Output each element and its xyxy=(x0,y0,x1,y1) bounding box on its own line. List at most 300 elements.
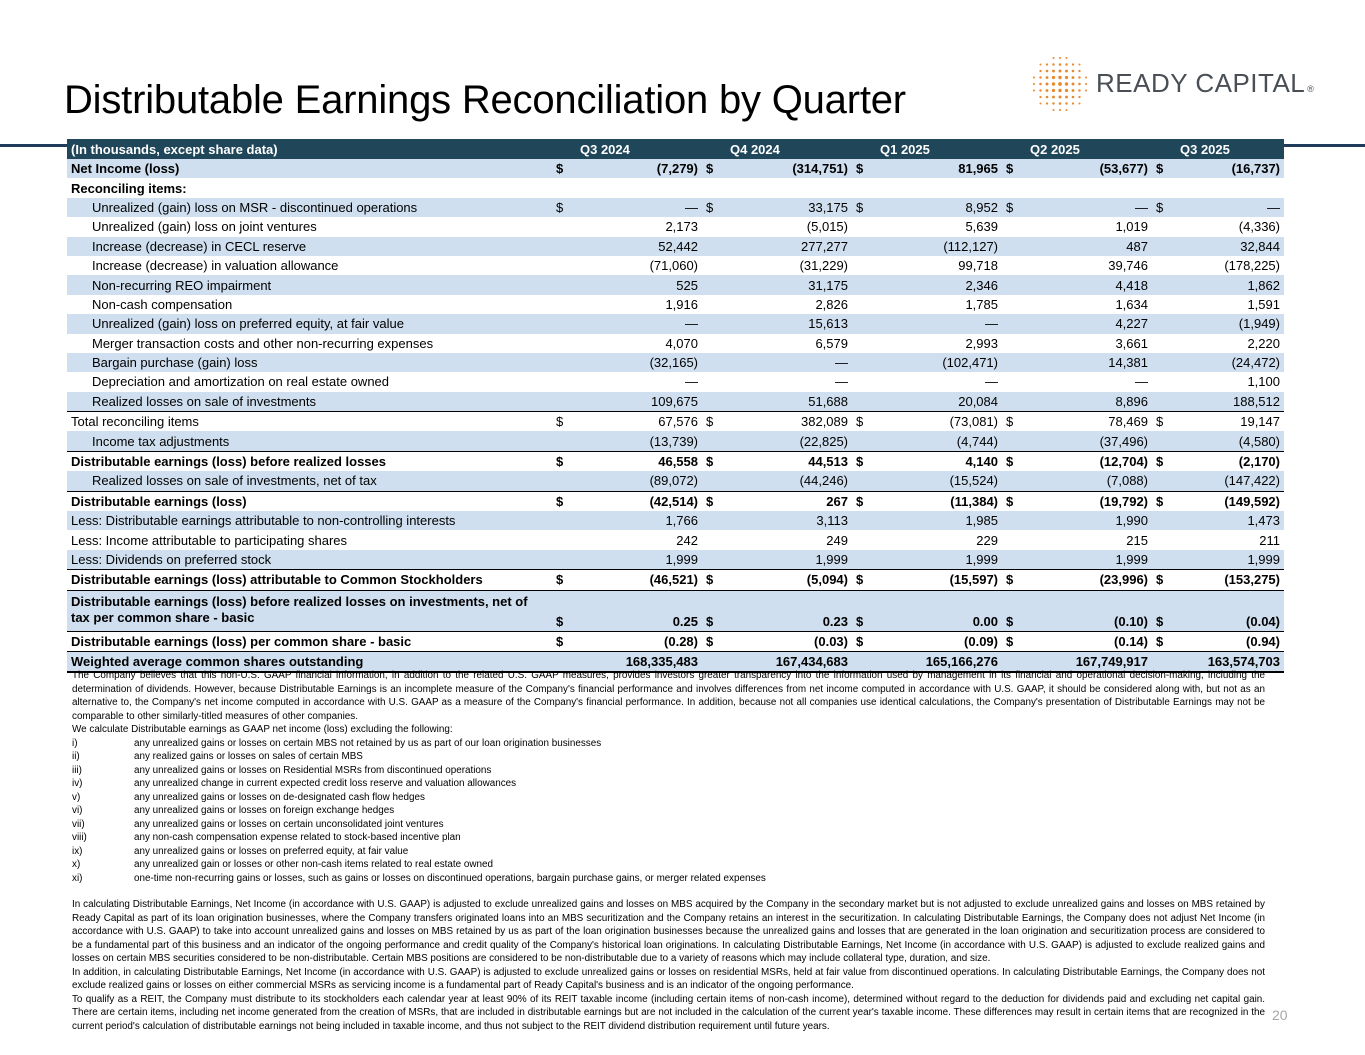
value-cell: 2,346 xyxy=(882,275,1002,294)
value-cell: 78,469 xyxy=(1032,412,1152,432)
list-item-text: any unrealized gains or losses on Residential MSRs from discontinued operations xyxy=(134,764,492,776)
currency-symbol xyxy=(1152,314,1182,333)
currency-symbol xyxy=(552,511,582,530)
value-cell: (5,094) xyxy=(732,570,852,590)
list-item-numeral: iv) xyxy=(72,778,83,789)
value-cell: (19,792) xyxy=(1032,491,1152,511)
logo-dot xyxy=(1085,89,1087,91)
currency-symbol xyxy=(552,392,582,412)
value-cell: 1,634 xyxy=(1115,296,1148,312)
currency-symbol xyxy=(852,295,882,314)
value-cell: 0.00 xyxy=(882,590,1002,631)
value-cell: (4,580) xyxy=(1182,431,1284,451)
value-cell: 229 xyxy=(976,532,998,548)
value-cell: (4,336) xyxy=(1238,219,1280,235)
list-item-numeral: vii) xyxy=(72,818,85,830)
logo-dot xyxy=(1058,76,1061,79)
value-cell: 1,100 xyxy=(1247,374,1280,390)
header-q1-2025: Q1 2025 xyxy=(852,139,1002,159)
header-q2-2025: Q2 2025 xyxy=(1002,139,1152,159)
value-cell: — xyxy=(685,374,698,390)
value-cell: — xyxy=(1182,198,1284,217)
notes-paragraph-3: To qualify as a REIT, the Company must distribute to its stockholders each calendar year at least 90% of its REIT taxable income (including certain items of non-cash income), determined without regard to the deduction for dividends paid and excluding net capital gain. There are certain items, including net income generated from the creation of MSRs, that are included in distributable earnings but are not included in the calculation of the current year's taxable income. These differences may result in certain items that are recognized in the current period's calculation of distributable earnings not being included in taxable income, and thus not subject to the REIT dividend distribution requirement until future years. xyxy=(72,993,1265,1032)
currency-symbol: $ xyxy=(702,159,732,178)
value-cell: 1,766 xyxy=(582,511,702,530)
header-rule-right xyxy=(1283,144,1365,147)
value-cell: — xyxy=(1135,374,1148,390)
table-header-row xyxy=(67,139,1284,159)
value-cell: 167,749,917 xyxy=(1032,651,1152,672)
list-item-text: any unrealized gains or losses on de-designated cash flow hedges xyxy=(134,791,425,803)
table-row xyxy=(67,550,1284,570)
list-item-numeral: viii) xyxy=(72,832,87,843)
logo-dot xyxy=(1078,63,1080,65)
value-cell: (24,472) xyxy=(1182,353,1284,372)
row-label: Less: Dividends on preferred stock xyxy=(67,550,552,570)
currency-symbol: $ xyxy=(852,631,882,651)
value-cell: (0.10) xyxy=(1032,590,1152,631)
currency-symbol xyxy=(1002,295,1032,314)
value-cell: 8,896 xyxy=(1032,392,1152,412)
value-cell: 2,993 xyxy=(965,335,998,351)
value-cell: 14,381 xyxy=(1032,353,1152,372)
value-cell: 1,999 xyxy=(1032,550,1152,570)
row-label: Distributable earnings (loss) before realized losses on investments, net of tax per common share - basic xyxy=(67,590,552,631)
logo-dot xyxy=(1065,102,1067,104)
logo-dot xyxy=(1052,96,1055,99)
value-cell: 4,140 xyxy=(882,451,1002,471)
table-row xyxy=(67,631,1284,651)
currency-symbol xyxy=(1152,353,1182,372)
currency-symbol xyxy=(552,353,582,372)
row-label: Weighted average common shares outstanding xyxy=(67,651,552,672)
logo-dot xyxy=(1078,76,1080,78)
table-row xyxy=(67,451,1284,471)
row-label: Merger transaction costs and other non-recurring expenses xyxy=(92,335,434,351)
value-cell: (23,996) xyxy=(1032,570,1152,590)
value-cell: 5,639 xyxy=(965,219,998,235)
currency-symbol xyxy=(552,372,582,391)
row-label: Increase (decrease) in valuation allowance xyxy=(92,258,339,274)
value-cell: (102,471) xyxy=(882,353,1002,372)
logo-dot xyxy=(1059,109,1061,111)
value-cell: 1,990 xyxy=(1032,511,1152,530)
value-cell: (12,704) xyxy=(1032,451,1152,471)
logo-dot xyxy=(1058,89,1061,92)
currency-symbol xyxy=(1002,511,1032,530)
value-cell: (31,229) xyxy=(799,258,848,274)
logo-dot xyxy=(1039,83,1042,86)
currency-symbol xyxy=(852,334,882,353)
value-cell: 19,147 xyxy=(1182,412,1284,432)
footnotes xyxy=(72,669,1265,1033)
currency-symbol xyxy=(552,334,582,353)
value-cell xyxy=(582,178,702,197)
currency-symbol xyxy=(1002,550,1032,570)
currency-symbol: $ xyxy=(702,198,732,217)
currency-symbol: $ xyxy=(702,570,732,590)
table-row xyxy=(67,431,1284,451)
currency-symbol xyxy=(552,178,582,197)
logo-dot xyxy=(1059,70,1062,73)
logo-dot xyxy=(1078,96,1080,98)
row-label: Reconciling items: xyxy=(71,180,187,196)
currency-symbol xyxy=(1152,372,1182,391)
currency-symbol xyxy=(702,275,732,294)
currency-symbol xyxy=(852,511,882,530)
list-item-numeral: v) xyxy=(72,791,81,803)
table-row xyxy=(67,178,1284,197)
logo-registered-mark: ® xyxy=(1307,84,1315,94)
logo-dot xyxy=(1065,89,1068,92)
list-item xyxy=(72,845,1265,859)
currency-symbol xyxy=(852,550,882,570)
currency-symbol xyxy=(552,237,582,256)
currency-symbol: $ xyxy=(1002,590,1032,631)
logo-dot xyxy=(1052,82,1055,85)
logo-dot xyxy=(1052,70,1055,73)
value-cell: 2,220 xyxy=(1247,335,1280,351)
value-cell: 2,826 xyxy=(815,296,848,312)
currency-symbol: $ xyxy=(1002,412,1032,432)
value-cell: (0.09) xyxy=(882,631,1002,651)
value-cell: 1,985 xyxy=(882,511,1002,530)
row-label: Realized losses on sale of investments xyxy=(67,392,552,412)
value-cell: (89,072) xyxy=(582,471,702,491)
row-label: Less: Distributable earnings attributable to non-controlling interests xyxy=(67,511,552,530)
table-row xyxy=(67,570,1284,590)
currency-symbol xyxy=(852,237,882,256)
currency-symbol xyxy=(552,314,582,333)
currency-symbol xyxy=(702,237,732,256)
row-label: Non-cash compensation xyxy=(92,296,233,312)
value-cell: (15,524) xyxy=(882,471,1002,491)
value-cell: (153,275) xyxy=(1182,570,1284,590)
currency-symbol: $ xyxy=(552,159,582,178)
row-label: Non-recurring REO impairment xyxy=(67,275,552,294)
list-item xyxy=(72,764,1265,778)
table-row xyxy=(67,392,1284,412)
logo-dot xyxy=(1033,89,1035,91)
row-label: Distributable earnings (loss) attributable to Common Stockholders xyxy=(67,570,552,590)
logo-dot xyxy=(1046,76,1049,79)
currency-symbol xyxy=(1152,256,1182,275)
logo-dot xyxy=(1072,102,1074,104)
logo-dot xyxy=(1039,63,1041,65)
value-cell: 99,718 xyxy=(958,258,998,274)
row-label: Distributable earnings (loss) before realized losses xyxy=(67,451,552,471)
value-cell: (15,597) xyxy=(882,570,1002,590)
logo-dot xyxy=(1065,63,1067,65)
value-cell: 1,999 xyxy=(882,550,1002,570)
currency-symbol xyxy=(702,550,732,570)
currency-symbol xyxy=(1152,178,1182,197)
list-item-numeral: ix) xyxy=(72,845,83,857)
row-label: Depreciation and amortization on real estate owned xyxy=(92,374,390,390)
table-row xyxy=(67,237,1284,256)
list-item-text: any unrealized gains or losses on certain unconsolidated joint ventures xyxy=(134,818,444,830)
logo-dot xyxy=(1033,76,1035,78)
value-cell xyxy=(732,178,852,197)
currency-symbol xyxy=(852,314,882,333)
currency-symbol: $ xyxy=(852,198,882,217)
list-item xyxy=(72,872,1265,886)
value-cell: (46,521) xyxy=(582,570,702,590)
value-cell: (7,088) xyxy=(1032,471,1152,491)
list-item-text: any realized gains or losses on sales of certain MBS xyxy=(134,751,363,762)
logo-dot xyxy=(1039,102,1041,104)
table-row xyxy=(67,275,1284,294)
value-cell: (1,949) xyxy=(1182,314,1284,333)
notes-lead: We calculate Distributable earnings as GAAP net income (loss) excluding the following: xyxy=(72,724,453,735)
value-cell: (73,081) xyxy=(882,412,1002,432)
logo-dot xyxy=(1039,70,1041,72)
table-row xyxy=(67,334,1284,353)
currency-symbol: $ xyxy=(1002,491,1032,511)
currency-symbol xyxy=(1002,314,1032,333)
value-cell: 81,965 xyxy=(882,159,1002,178)
value-cell: (16,737) xyxy=(1182,159,1284,178)
currency-symbol: $ xyxy=(552,412,582,432)
value-cell: 32,844 xyxy=(1182,237,1284,256)
logo-dot xyxy=(1072,76,1075,79)
currency-symbol xyxy=(852,372,882,391)
currency-symbol xyxy=(852,471,882,491)
table-row xyxy=(67,372,1284,391)
value-cell: 277,277 xyxy=(732,237,852,256)
value-cell: — xyxy=(582,314,702,333)
currency-symbol xyxy=(1152,217,1182,236)
row-label: Total reconciling items xyxy=(67,412,552,432)
value-cell: (5,015) xyxy=(806,219,848,235)
value-cell: (4,744) xyxy=(882,431,1002,451)
row-label: Distributable earnings (loss) per common share - basic xyxy=(67,631,552,651)
row-label: Net Income (loss) xyxy=(67,159,552,178)
value-cell: 109,675 xyxy=(582,392,702,412)
row-label: Bargain purchase (gain) loss xyxy=(67,353,552,372)
currency-symbol xyxy=(852,217,882,236)
logo-dot xyxy=(1085,83,1087,85)
value-cell: — xyxy=(582,198,702,217)
value-cell: — xyxy=(835,374,848,390)
currency-symbol xyxy=(702,353,732,372)
reconciliation-table xyxy=(67,139,1284,673)
value-cell: 1,916 xyxy=(665,296,698,312)
currency-symbol xyxy=(1152,471,1182,491)
logo-dot xyxy=(1078,102,1080,104)
value-cell: 382,089 xyxy=(732,412,852,432)
currency-symbol xyxy=(552,471,582,491)
currency-symbol xyxy=(1002,372,1032,391)
currency-symbol xyxy=(702,372,732,391)
currency-symbol xyxy=(702,471,732,491)
value-cell: 15,613 xyxy=(732,314,852,333)
currency-symbol: $ xyxy=(1152,198,1182,217)
value-cell: (22,825) xyxy=(732,431,852,451)
table-row xyxy=(67,198,1284,217)
list-item-numeral: vi) xyxy=(72,805,83,816)
currency-symbol: $ xyxy=(552,198,582,217)
row-label: Income tax adjustments xyxy=(67,431,552,451)
value-cell: (32,165) xyxy=(582,353,702,372)
currency-symbol xyxy=(1002,334,1032,353)
currency-symbol: $ xyxy=(1002,570,1032,590)
currency-symbol: $ xyxy=(1152,491,1182,511)
value-cell: 3,661 xyxy=(1115,335,1148,351)
logo-dot xyxy=(1072,96,1075,99)
currency-symbol: $ xyxy=(702,491,732,511)
list-item-numeral: i) xyxy=(72,737,78,749)
currency-symbol: $ xyxy=(1152,451,1182,471)
value-cell: 4,070 xyxy=(665,335,698,351)
currency-symbol: $ xyxy=(552,570,582,590)
currency-symbol: $ xyxy=(852,491,882,511)
currency-symbol xyxy=(1002,178,1032,197)
currency-symbol: $ xyxy=(702,590,732,631)
value-cell: — xyxy=(732,353,852,372)
logo-dot xyxy=(1072,89,1075,92)
currency-symbol xyxy=(1002,530,1032,549)
logo-dot xyxy=(1046,96,1049,99)
logo-dot xyxy=(1046,63,1048,65)
logo-dot xyxy=(1065,109,1067,111)
value-cell: (147,422) xyxy=(1182,471,1284,491)
value-cell: (44,246) xyxy=(732,471,852,491)
header-q4-2024: Q4 2024 xyxy=(702,139,852,159)
currency-symbol: $ xyxy=(1152,631,1182,651)
exclusions-list xyxy=(72,737,1265,886)
currency-symbol xyxy=(1152,275,1182,294)
currency-symbol xyxy=(552,256,582,275)
value-cell: 3,113 xyxy=(732,511,852,530)
value-cell: (178,225) xyxy=(1224,258,1280,274)
logo-dot xyxy=(1085,76,1087,78)
logo-dot xyxy=(1072,70,1075,73)
list-item xyxy=(72,777,1265,791)
currency-symbol xyxy=(1152,511,1182,530)
value-cell: 31,175 xyxy=(732,275,852,294)
logo-dot xyxy=(1065,70,1068,73)
currency-symbol: $ xyxy=(552,590,582,631)
list-item-text: any unrealized change in current expected credit loss reserve and valuation allowances xyxy=(134,778,517,789)
logo-dot xyxy=(1059,63,1062,66)
logo-dot xyxy=(1078,83,1081,86)
currency-symbol xyxy=(1152,530,1182,549)
list-item xyxy=(72,831,1265,845)
logo-dot xyxy=(1039,76,1041,78)
row-label: Unrealized (gain) loss on MSR - discontinued operations xyxy=(67,198,552,217)
currency-symbol xyxy=(852,392,882,412)
value-cell: 165,166,276 xyxy=(882,651,1002,672)
header-rule-left xyxy=(0,144,67,147)
company-logo xyxy=(1030,54,1320,114)
value-cell: 4,227 xyxy=(1032,314,1152,333)
logo-dot xyxy=(1052,57,1054,59)
value-cell: (112,127) xyxy=(882,237,1002,256)
currency-symbol: $ xyxy=(852,451,882,471)
table-row xyxy=(67,217,1284,236)
page-number: 20 xyxy=(1272,1007,1288,1023)
currency-symbol: $ xyxy=(1152,570,1182,590)
currency-symbol xyxy=(852,431,882,451)
value-cell: 1,473 xyxy=(1182,511,1284,530)
list-item-numeral: x) xyxy=(72,859,81,870)
logo-dot xyxy=(1065,82,1068,85)
table-row xyxy=(67,412,1284,432)
list-item xyxy=(72,818,1265,832)
value-cell: (0.04) xyxy=(1182,590,1284,631)
header-label: (In thousands, except share data) xyxy=(67,139,552,159)
value-cell: 67,576 xyxy=(582,412,702,432)
logo-dot xyxy=(1052,102,1054,104)
currency-symbol: $ xyxy=(852,159,882,178)
logo-dot xyxy=(1046,102,1048,104)
currency-symbol xyxy=(552,275,582,294)
value-cell xyxy=(1032,178,1152,197)
logo-dot xyxy=(1078,89,1080,91)
value-cell xyxy=(882,178,1002,197)
value-cell: — xyxy=(1032,198,1152,217)
logo-dot xyxy=(1059,102,1062,105)
currency-symbol xyxy=(1002,471,1032,491)
list-item-text: any unrealized gains or losses on preferred equity, at fair value xyxy=(134,845,409,857)
value-cell: 1,785 xyxy=(965,296,998,312)
currency-symbol xyxy=(702,178,732,197)
value-cell: (13,739) xyxy=(582,431,702,451)
list-item-text: any unrealized gain or losses or other non-cash items related to real estate owned xyxy=(134,859,493,870)
logo-dot xyxy=(1072,63,1074,65)
value-cell: 215 xyxy=(1126,532,1148,548)
value-cell: 163,574,703 xyxy=(1182,651,1284,672)
value-cell xyxy=(1182,178,1284,197)
currency-symbol: $ xyxy=(852,570,882,590)
table-row xyxy=(67,471,1284,491)
logo-dot-globe-icon xyxy=(1030,54,1090,114)
table-row xyxy=(67,314,1284,333)
list-item-text: any unrealized gains or losses on foreign exchange hedges xyxy=(134,805,395,816)
value-cell: 267 xyxy=(732,491,852,511)
value-cell: (314,751) xyxy=(732,159,852,178)
logo-dot xyxy=(1058,82,1062,86)
currency-symbol xyxy=(852,353,882,372)
currency-symbol xyxy=(552,550,582,570)
list-item xyxy=(72,858,1265,872)
logo-dot xyxy=(1052,63,1054,65)
value-cell: (11,384) xyxy=(882,491,1002,511)
currency-symbol xyxy=(1002,256,1032,275)
currency-symbol xyxy=(1152,237,1182,256)
currency-symbol xyxy=(702,334,732,353)
currency-symbol xyxy=(1002,237,1032,256)
currency-symbol xyxy=(702,511,732,530)
value-cell: 39,746 xyxy=(1108,258,1148,274)
table-row xyxy=(67,590,1284,631)
value-cell: (149,592) xyxy=(1182,491,1284,511)
currency-symbol xyxy=(1002,275,1032,294)
value-cell: 52,442 xyxy=(582,237,702,256)
logo-dot xyxy=(1059,57,1061,59)
header-q3-2025: Q3 2025 xyxy=(1152,139,1284,159)
list-item xyxy=(72,804,1265,818)
table-row xyxy=(67,159,1284,178)
value-cell: 167,434,683 xyxy=(732,651,852,672)
notes-paragraph-2: In addition, in calculating Distributable Earnings, Net Income (in accordance with U.S. GAAP) is adjusted to exclude unrealized gains or losses on residential MSRs, held at fair value from discontinued operations. In calculating Distributable Earnings, the Company does not exclude realized gains or losses on either commercial MSRs as servicing income is a fundamental part of Ready Capital's business and is an indicator of the ongoing performance. xyxy=(72,966,1265,991)
row-label: Unrealized (gain) loss on joint ventures xyxy=(92,219,317,235)
currency-symbol xyxy=(1002,392,1032,412)
currency-symbol xyxy=(702,256,732,275)
list-item-numeral: ii) xyxy=(72,751,80,762)
currency-symbol xyxy=(1152,550,1182,570)
